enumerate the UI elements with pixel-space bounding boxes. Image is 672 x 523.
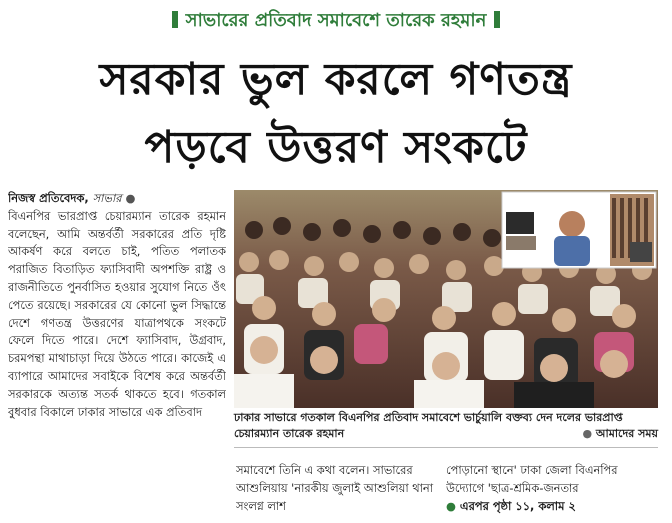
bullet-dot-icon: ● xyxy=(582,427,593,440)
kicker xyxy=(0,6,672,37)
headline-line-2: পড়বে উত্তরণ সংকটে xyxy=(144,122,528,173)
article-body-left: বিএনপির ভারপ্রাপ্ত চেয়ারম্যান তারেক রহমান বলেছেন, আমি অন্তর্বর্তী সরকারের প্রতি দৃষ্টি আকর্ষণ করে বলতে চাই, পতিত পলাতক পরাজিত বিতাড়িত ফ্যাসিবাদী অপশক্তি রাষ্ট্র ও রাজনীতিতে পুনর্বাসিত হওয়ার সুযোগ নিতে ওঁৎ পেতে রয়েছে। সরকারের যে কোনো ভুল সিদ্ধান্তে দেশে গণতন্ত্র উত্তরণের যাত্রাপথকে সংকটে ফেলে দিতে পারে। দেশে ফ্যাসিবাদ, উগ্রবাদ, চরমপন্থা মাথাচাড়া দিয়ে উঠতে পারে। কাজেই এ ব্যাপারে আমাদের সবাইকে বিশেষ করে অন্তর্বর্তী সরকারকে অত্যন্ত সতর্ক থাকতে হবে। গতকাল বুধবার বিকালে ঢাকার সাভারে এক প্রতিবাদ xyxy=(8,208,226,419)
bullet-dot-icon: ● xyxy=(125,191,136,205)
kicker-bar-icon xyxy=(172,11,178,28)
divider xyxy=(234,447,658,448)
photo-caption xyxy=(234,410,658,442)
article-column-left xyxy=(8,190,226,523)
rally-crowd-photo xyxy=(234,190,658,408)
kicker-bar-icon xyxy=(494,11,500,28)
article-body-middle: সমাবেশে তিনি এ কথা বলেন। সাভারের আশুলিয়ায় 'নারকীয় জুলাই আশুলিয়া থানা সংলগ্ন লাশ xyxy=(236,463,434,513)
news-photo xyxy=(234,190,658,408)
article-column-middle xyxy=(236,462,436,523)
headline-line-1: সরকার ভুল করলে গণতন্ত্র xyxy=(99,54,573,105)
byline-author: নিজস্ব প্রতিবেদক, xyxy=(8,191,89,205)
photo-credit-text: আমাদের সময় xyxy=(595,427,658,440)
photo-credit xyxy=(582,426,658,442)
continued-text: এরপর পৃষ্ঠা ১১, কলাম ২ xyxy=(459,498,576,513)
kicker-text: সাভারের প্রতিবাদ সমাবেশে তারেক রহমান xyxy=(185,10,487,31)
caption-text: ঢাকার সাভারে গতকাল বিএনপির প্রতিবাদ সমাবেশে ভার্চুয়ালি বক্তব্য দেন দলের ভারপ্রাপ্ত চেয়ারম্যান তারেক রহমান xyxy=(234,411,623,440)
byline-place: সাভার xyxy=(92,191,122,205)
byline xyxy=(8,190,226,208)
bullet-dot-icon: ● xyxy=(446,498,456,513)
article-column-right xyxy=(446,462,658,523)
article-body-right: পোড়ানো স্থানে' ঢাকা জেলা বিএনপির উদ্যোগে 'ছাত্র-শ্রমিক-জনতার xyxy=(446,463,618,495)
continued-note xyxy=(446,498,658,516)
